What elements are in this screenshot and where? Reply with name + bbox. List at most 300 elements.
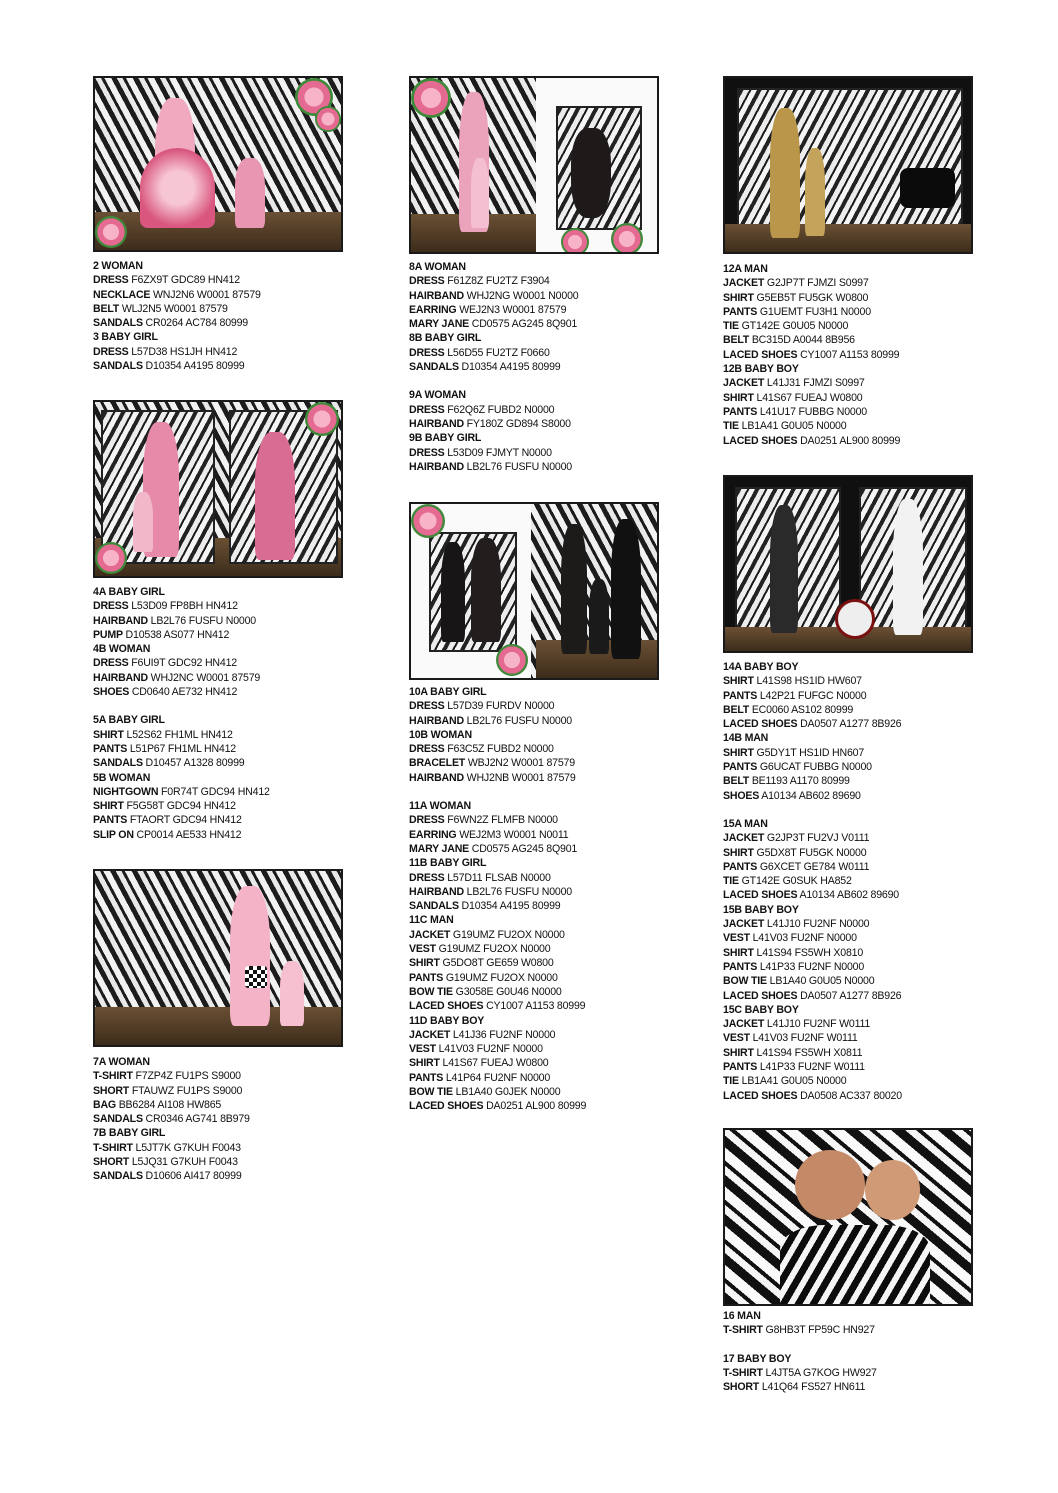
item-code: L53D09 FP8BH HN412 [128,600,238,613]
item-line [93,1155,250,1169]
item-line [409,956,586,970]
item-type: JACKET [409,928,451,941]
item-type: EARRING [409,303,457,316]
item-type: BELT [723,775,750,788]
look-heading: 4A BABY GIRL [93,586,165,598]
item-line [93,1169,250,1183]
item-line [93,273,261,287]
item-code: LB1A40 G0JEK N0000 [452,1086,561,1099]
item-type: JACKET [723,918,765,931]
photo-16-17 [723,1128,973,1306]
item-code: WEJ2M3 W0001 N0011 [456,828,569,841]
item-line [723,305,900,319]
item-line [409,999,586,1013]
item-line [723,717,902,731]
item-type: BRACELET [409,757,466,770]
item-type: PANTS [409,971,444,984]
item-line [723,319,900,333]
item-code: L41S94 FS5WH X0810 [753,946,864,959]
item-code: L57D38 HS1JH HN412 [128,345,238,358]
item-code: FTAORT GDC94 HN412 [127,814,242,827]
item-type: DRESS [93,657,129,670]
item-code: L42P21 FUFGC N0000 [757,689,867,702]
item-line [409,446,578,460]
item-code: A10134 AB602 89690 [759,789,861,802]
item-line [93,316,261,330]
item-type: PANTS [723,860,758,873]
item-code: L41V03 FU2NF N0000 [749,932,857,945]
item-code: G5DX8T FU5GK N0000 [753,846,867,859]
item-type: SHIRT [93,728,124,741]
item-line [93,671,270,685]
item-line [723,917,902,931]
item-type: DRESS [409,403,445,416]
caption-block [409,685,586,1114]
look-heading: 5A BABY GIRL [93,714,165,727]
item-line [723,789,902,803]
item-line [723,391,900,405]
item-type: PUMP [93,628,123,641]
item-type: DRESS [409,871,445,884]
item-line [409,303,578,317]
item-type: SHIRT [723,846,754,859]
caption-block [723,660,902,1103]
item-code: L41S98 HS1ID HW607 [753,675,862,688]
item-line [723,1060,902,1074]
item-type: DRESS [409,814,445,827]
item-code: L41P33 FU2NF N0000 [757,960,865,973]
item-line [409,360,578,374]
look-heading: 8A WOMAN [409,261,466,273]
item-line [723,989,902,1003]
item-type: TIE [723,320,739,333]
item-line [93,345,261,359]
item-code: L5JQ31 G7KUH F0043 [129,1156,238,1169]
look-heading: 7A WOMAN [93,1056,150,1068]
item-code: CD0575 AG245 8Q901 [469,318,578,331]
item-line [93,302,261,316]
look-heading: 16 MAN [723,1310,761,1322]
look-heading: 9B BABY GIRL [409,432,482,445]
item-line [723,874,902,888]
photo-7 [93,869,343,1047]
item-code: D10606 AI417 80999 [142,1170,242,1183]
item-line [723,888,902,902]
item-line [723,703,902,717]
item-code: LB1A41 G0U05 N0000 [738,1075,847,1088]
item-code: WHJ2NB W0001 87579 [463,771,576,784]
item-line [409,1056,586,1070]
item-type: SHIRT [723,1046,754,1059]
item-type: LACED SHOES [723,1089,798,1102]
item-line [723,1046,902,1060]
item-line [409,1099,586,1113]
item-line [723,746,902,760]
item-line [409,985,586,999]
item-line [409,403,578,417]
item-code: WLJ2N5 W0001 87579 [119,302,228,315]
item-code: G1UEMT FU3H1 N0000 [757,305,871,318]
item-line [93,288,261,302]
caption-spacer [409,374,578,388]
item-type: LACED SHOES [723,889,798,902]
item-type: SHIRT [409,957,440,970]
look-heading: 14A BABY BOY [723,661,799,673]
item-code: L41J10 FU2NF N0000 [764,918,870,931]
item-type: PANTS [409,1071,444,1084]
item-type: VEST [409,943,436,956]
look-heading: 4B WOMAN [93,643,151,656]
look-heading: 15A MAN [723,817,768,830]
item-line [723,1380,877,1394]
caption-block [723,262,900,448]
item-type: PANTS [723,960,758,973]
item-line [409,756,586,770]
caption-spacer [723,1338,877,1352]
item-code: EC0060 AS102 80999 [749,703,854,716]
item-type: SANDALS [93,757,143,770]
item-type: T-SHIRT [723,1324,763,1337]
item-type: HAIRBAND [409,460,464,473]
item-type: T-SHIRT [723,1366,763,1379]
item-type: DRESS [93,274,129,287]
item-code: LB2L76 FUSFU N0000 [463,885,572,898]
item-type: T-SHIRT [93,1070,133,1083]
look-heading: 15C BABY BOY [723,1003,799,1016]
item-code: DA0251 AL900 80999 [483,1100,587,1113]
item-line [409,317,578,331]
caption-block [93,1055,250,1184]
item-line [723,960,902,974]
item-code: DA0507 A1277 8B926 [797,989,902,1002]
item-code: L5JT7K G7KUH F0043 [132,1141,241,1154]
item-code: L57D11 FLSAB N0000 [444,871,551,884]
item-code: F61Z8Z FU2TZ F3904 [444,275,550,288]
item-code: G6UCAT FUBBG N0000 [757,761,872,774]
item-code: G19UMZ FU2OX N0000 [450,928,565,941]
item-code: G6XCET GE784 W0111 [757,860,870,873]
item-line [409,1028,586,1042]
caption-block [93,259,261,373]
item-code: G2JP3T FU2VJ V0111 [764,832,870,845]
item-type: JACKET [723,277,765,290]
item-line [409,699,586,713]
item-line [93,756,270,770]
item-code: G19UMZ FU2OX N0000 [435,943,551,956]
item-type: BOW TIE [409,1086,453,1099]
item-code: G5EB5T FU5GK W0800 [753,291,869,304]
item-line [723,348,900,362]
item-line [723,419,900,433]
item-type: JACKET [409,1028,451,1041]
item-line [409,928,586,942]
item-line [723,1074,902,1088]
item-line [723,1323,877,1337]
item-code: CR0264 AC784 80999 [142,317,248,330]
item-type: EARRING [409,828,457,841]
item-line [409,885,586,899]
item-line [723,689,902,703]
item-type: NECKLACE [93,288,151,301]
item-code: F6UI9T GDC92 HN412 [128,657,237,670]
item-type: PANTS [723,405,758,418]
item-type: HAIRBAND [409,771,464,784]
item-line [409,289,578,303]
item-line [723,846,902,860]
item-code: FY180Z GD894 S8000 [463,417,571,430]
item-code: DA0507 A1277 8B926 [797,718,902,731]
look-heading: 10B WOMAN [409,728,472,741]
photo-4-5 [93,400,343,578]
item-code: DA0508 AC337 80020 [797,1089,902,1102]
item-type: PANTS [723,305,758,318]
item-code: G5DO8T GE659 W0800 [439,957,554,970]
item-code: F0R74T GDC94 HN412 [158,785,270,798]
item-code: F5G58T GDC94 HN412 [123,800,236,813]
item-type: VEST [723,932,750,945]
item-type: HAIRBAND [409,885,464,898]
item-type: BELT [723,703,750,716]
item-line [93,1084,250,1098]
item-line [409,417,578,431]
item-type: PANTS [723,761,758,774]
look-heading: 3 BABY GIRL [93,331,158,344]
item-code: L57D39 FURDV N0000 [444,700,555,713]
item-code: G19UMZ FU2OX N0000 [443,971,558,984]
item-type: SHIRT [723,391,754,404]
item-code: L41J36 FU2NF N0000 [450,1028,556,1041]
item-type: PANTS [723,1061,758,1074]
item-type: BELT [723,334,750,347]
item-code: G3058E G0U46 N0000 [452,985,562,998]
item-code: WHJ2NC W0001 87579 [147,671,261,684]
item-line [723,276,900,290]
item-line [723,376,900,390]
item-line [93,628,270,642]
item-type: SHORT [93,1156,130,1169]
item-code: F7ZP4Z FU1PS S9000 [132,1070,241,1083]
item-type: SHORT [93,1084,130,1097]
item-line [409,813,586,827]
item-type: HAIRBAND [93,671,148,684]
item-code: BE1193 A1170 80999 [749,775,850,788]
item-type: LACED SHOES [409,1000,484,1013]
item-code: WHJ2NG W0001 N0000 [463,289,579,302]
item-type: BELT [93,302,120,315]
look-heading: 9A WOMAN [409,389,466,402]
item-type: TIE [723,875,739,888]
item-line [93,728,270,742]
item-type: BAG [93,1098,116,1111]
item-type: SHIRT [723,291,754,304]
item-line [93,813,270,827]
item-code: L41J31 FJMZI S0997 [764,377,865,390]
item-line [723,946,902,960]
photo-8-9 [409,76,659,254]
look-heading: 11B BABY GIRL [409,857,487,870]
photo-10-11 [409,502,659,680]
item-type: LACED SHOES [723,989,798,1002]
item-line [409,346,578,360]
item-line [723,1031,902,1045]
item-line [409,274,578,288]
item-line [409,714,586,728]
item-line [723,774,902,788]
item-type: SANDALS [93,360,143,373]
caption-spacer [723,803,902,817]
item-type: DRESS [409,346,445,359]
item-line [93,799,270,813]
look-heading: 11C MAN [409,914,454,927]
item-code: CY1007 A1153 80999 [483,1000,586,1013]
item-line [409,771,586,785]
item-code: CY1007 A1153 80999 [797,348,900,361]
item-code: WBJ2N2 W0001 87579 [465,757,575,770]
item-type: DRESS [409,446,445,459]
item-type: MARY JANE [409,318,470,331]
item-type: T-SHIRT [93,1141,133,1154]
item-type: SANDALS [93,1113,143,1126]
item-code: L52S62 FH1ML HN412 [123,728,233,741]
caption-spacer [409,785,586,799]
item-code: G8HB3T FP59C HN927 [762,1324,875,1337]
item-line [93,1141,250,1155]
item-line [409,828,586,842]
item-type: LACED SHOES [409,1100,484,1113]
look-heading: 11A WOMAN [409,800,471,813]
item-code: G5DY1T HS1ID HN607 [753,746,865,759]
photo-12 [723,76,973,254]
item-code: CD0575 AG245 8Q901 [469,842,578,855]
item-code: L41S94 FS5WH X0811 [753,1046,863,1059]
item-line [723,974,902,988]
item-code: D10538 AS077 HN412 [122,628,230,641]
photo-14-15 [723,475,973,653]
item-type: SHIRT [409,1057,440,1070]
item-type: BOW TIE [723,975,767,988]
item-code: BB6284 AI108 HW865 [115,1098,222,1111]
item-line [93,742,270,756]
item-line [409,1085,586,1099]
item-type: DRESS [93,600,129,613]
item-type: TIE [723,1075,739,1088]
item-code: WEJ2N3 W0001 87579 [456,303,567,316]
look-heading: 17 BABY BOY [723,1352,792,1365]
item-line [723,333,900,347]
item-code: F63C5Z FUBD2 N0000 [444,743,554,756]
caption-block [93,585,270,842]
item-code: L51P67 FH1ML HN412 [127,742,236,755]
item-code: L53D09 FJMYT N0000 [444,446,552,459]
item-code: D10354 A4195 80999 [458,361,561,374]
item-line [723,760,902,774]
look-heading: 12B BABY BOY [723,363,799,376]
item-line [93,656,270,670]
item-code: L41V03 FU2NF W0111 [749,1032,858,1045]
item-type: JACKET [723,1018,765,1031]
item-type: SANDALS [409,900,459,913]
photo-2-3 [93,76,343,252]
look-heading: 15B BABY BOY [723,903,799,916]
item-type: SHIRT [723,946,754,959]
item-code: CR0346 AG741 8B979 [142,1113,250,1126]
item-code: L41U17 FUBBG N0000 [757,405,867,418]
item-type: VEST [723,1032,750,1045]
item-type: HAIRBAND [409,289,464,302]
item-code: F6ZX9T GDC89 HN412 [128,274,240,287]
item-code: D10354 A4195 80999 [142,360,245,373]
look-heading: 12A MAN [723,263,768,275]
caption-block [409,260,578,474]
item-line [723,931,902,945]
item-line [409,742,586,756]
item-code: L41S67 FUEAJ W0800 [439,1057,549,1070]
caption-spacer [93,699,270,713]
item-line [723,434,900,448]
item-type: HAIRBAND [93,614,148,627]
item-line [93,614,270,628]
item-type: JACKET [723,832,765,845]
item-type: SHOES [93,686,130,699]
item-line [93,785,270,799]
item-type: TIE [723,420,739,433]
item-code: WNJ2N6 W0001 87579 [150,288,261,301]
item-type: LACED SHOES [723,348,798,361]
item-line [409,871,586,885]
item-type: DRESS [409,700,445,713]
item-type: PANTS [723,689,758,702]
item-line [93,599,270,613]
item-line [723,291,900,305]
item-line [93,828,270,842]
item-code: G2JP7T FJMZI S0997 [764,277,869,290]
item-type: NIGHTGOWN [93,785,159,798]
item-type: LACED SHOES [723,718,798,731]
item-type: SANDALS [409,361,459,374]
item-code: GT142E G0U05 N0000 [738,320,849,333]
item-type: SHIRT [93,800,124,813]
item-code: L4JT5A G7KOG HW927 [762,1366,877,1379]
item-code: BC315D A0044 8B956 [749,334,855,347]
item-type: SANDALS [93,1170,143,1183]
look-heading: 5B WOMAN [93,771,151,784]
item-code: L41Q64 FS527 HN611 [759,1381,866,1394]
item-code: L41J10 FU2NF W0111 [764,1018,871,1031]
item-line [723,1089,902,1103]
item-line [723,1366,877,1380]
item-line [409,942,586,956]
item-line [409,971,586,985]
item-line [93,1112,250,1126]
item-code: F62Q6Z FUBD2 N0000 [444,403,555,416]
item-code: CP0014 AE533 HN412 [133,828,242,841]
item-code: FTAUWZ FU1PS S9000 [129,1084,243,1097]
item-type: DRESS [409,275,445,288]
item-code: L41S67 FUEAJ W0800 [753,391,863,404]
item-code: F6WN2Z FLMFB N0000 [444,814,558,827]
look-heading: 8B BABY GIRL [409,332,482,345]
item-line [409,460,578,474]
item-line [93,1098,250,1112]
item-type: DRESS [93,345,129,358]
look-heading: 14B MAN [723,732,769,745]
item-code: CD0640 AE732 HN412 [129,686,238,699]
item-code: LB1A41 G0U05 N0000 [738,420,847,433]
item-type: MARY JANE [409,842,470,855]
item-type: SHORT [723,1381,760,1394]
item-line [723,831,902,845]
item-code: DA0251 AL900 80999 [797,434,901,447]
